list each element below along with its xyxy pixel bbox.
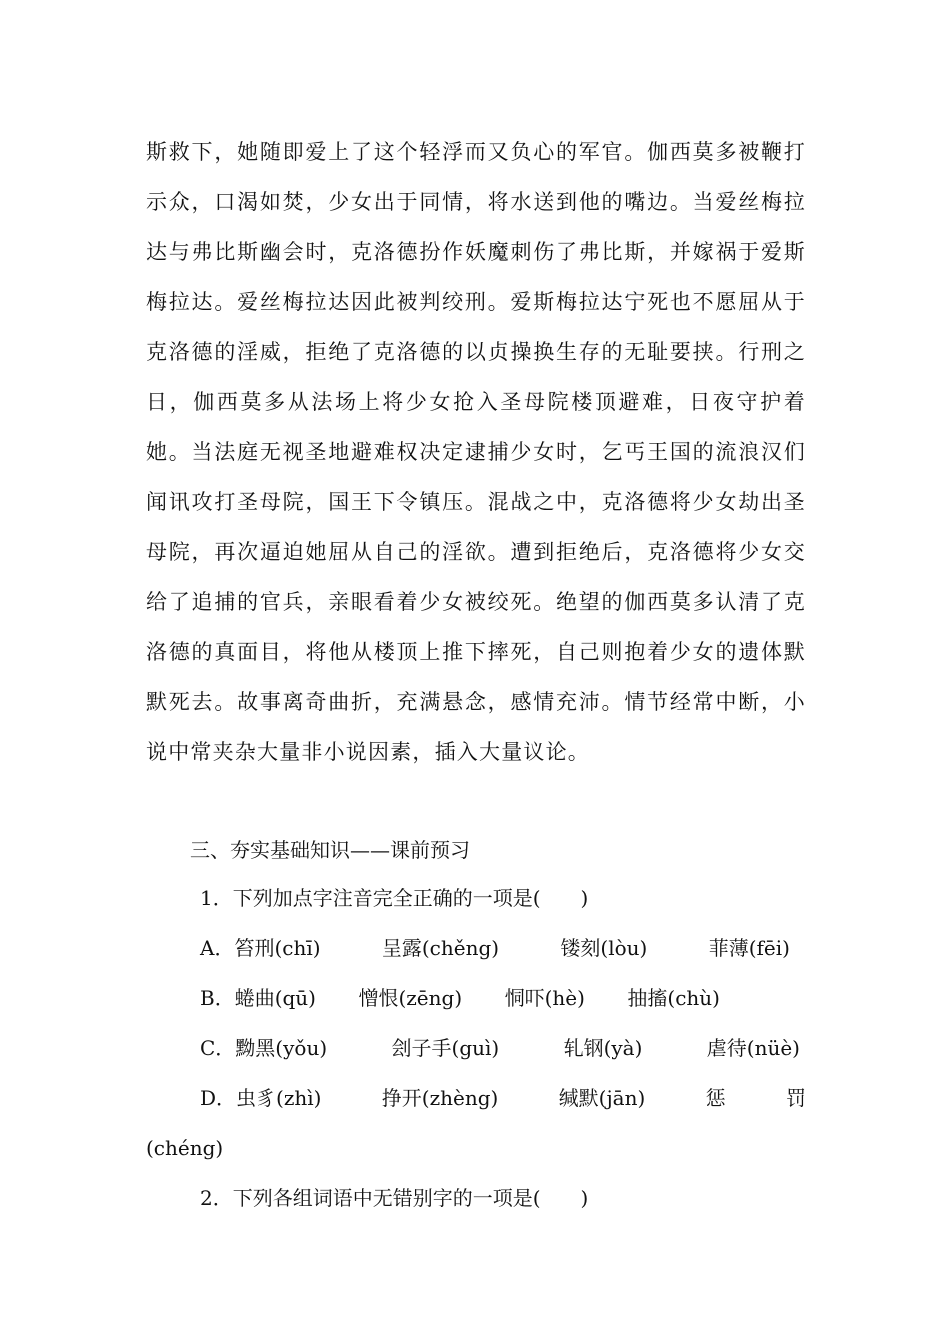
option-c-item-4: 虐待(nüè) [706, 1036, 800, 1060]
question-1-option-c [200, 1034, 800, 1062]
paragraph-line-3: 达与弗比斯幽会时，克洛德扮作妖魔刺伤了弗比斯，并嫁祸于爱斯 [146, 240, 806, 264]
question-1-option-d-continuation: (chéng) [146, 1136, 224, 1160]
paragraph-line-9: 母院，再次逼迫她屈从自己的淫欲。遭到拒绝后，克洛德将少女交 [146, 540, 806, 564]
question-2-stem: 2．下列各组词语中无错别字的一项是( ) [200, 1186, 589, 1210]
option-c-item-2: 刽子手(guì) [391, 1036, 500, 1060]
section-heading: 三、夯实基础知识——课前预习 [190, 838, 470, 862]
paragraph-line-4: 梅拉达。爱丝梅拉达因此被判绞刑。爱斯梅拉达宁死也不愿屈从于 [146, 290, 806, 314]
option-b-item-4: 抽搐(chù) [627, 986, 720, 1010]
option-a-item-4: 菲薄(fēi) [708, 936, 790, 960]
paragraph-line-7: 她。当法庭无视圣地避难权决定逮捕少女时，乞丐王国的流浪汉们 [146, 440, 806, 464]
paragraph-line-1: 斯救下，她随即爱上了这个轻浮而又负心的军官。伽西莫多被鞭打 [146, 140, 806, 164]
question-1-stem: 1．下列加点字注音完全正确的一项是( ) [200, 886, 589, 910]
option-d-item-3: 缄默(jān) [558, 1086, 646, 1110]
option-b-item-1: B．蜷曲(qū) [200, 986, 316, 1010]
paragraph-line-11: 洛德的真面目，将他从楼顶上推下摔死，自己则抱着少女的遗体默 [146, 640, 806, 664]
question-1-option-b [200, 984, 720, 1012]
option-a-item-1: A．笞刑(chī) [200, 936, 321, 960]
paragraph-line-13: 说中常夹杂大量非小说因素，插入大量议论。 [146, 740, 590, 764]
paragraph-line-5: 克洛德的淫威，拒绝了克洛德的以贞操换生存的无耻要挟。行刑之 [146, 340, 806, 364]
option-b-item-3: 恫吓(hè) [504, 986, 585, 1010]
paragraph-line-8: 闻讯攻打圣母院，国王下令镇压。混战之中，克洛德将少女劫出圣 [146, 490, 806, 514]
paragraph-line-6: 日，伽西莫多从法场上将少女抢入圣母院楼顶避难，日夜守护着 [146, 390, 806, 414]
option-d-item-5: 罚 [785, 1086, 806, 1110]
option-c-item-1: C．黝黑(yǒu) [200, 1036, 328, 1060]
paragraph-line-10: 给了追捕的官兵，亲眼看着少女被绞死。绝望的伽西莫多认清了克 [146, 590, 806, 614]
paragraph-line-2: 示众，口渴如焚，少女出于同情，将水送到他的嘴边。当爱丝梅拉 [146, 190, 806, 214]
option-d-item-4: 惩 [705, 1086, 726, 1110]
question-1-option-a [200, 934, 790, 962]
option-c-item-3: 轧钢(yà) [563, 1036, 643, 1060]
option-a-item-3: 镂刻(lòu) [560, 936, 648, 960]
option-a-item-2: 呈露(chěng) [381, 936, 500, 960]
question-1-option-d [200, 1084, 806, 1112]
option-d-item-2: 挣开(zhèng) [381, 1086, 499, 1110]
option-d-item-1: D．虫豸(zhì) [200, 1086, 322, 1110]
paragraph-line-12: 默死去。故事离奇曲折，充满悬念，感情充沛。情节经常中断，小 [146, 690, 806, 714]
option-b-item-2: 憎恨(zēng) [358, 986, 463, 1010]
